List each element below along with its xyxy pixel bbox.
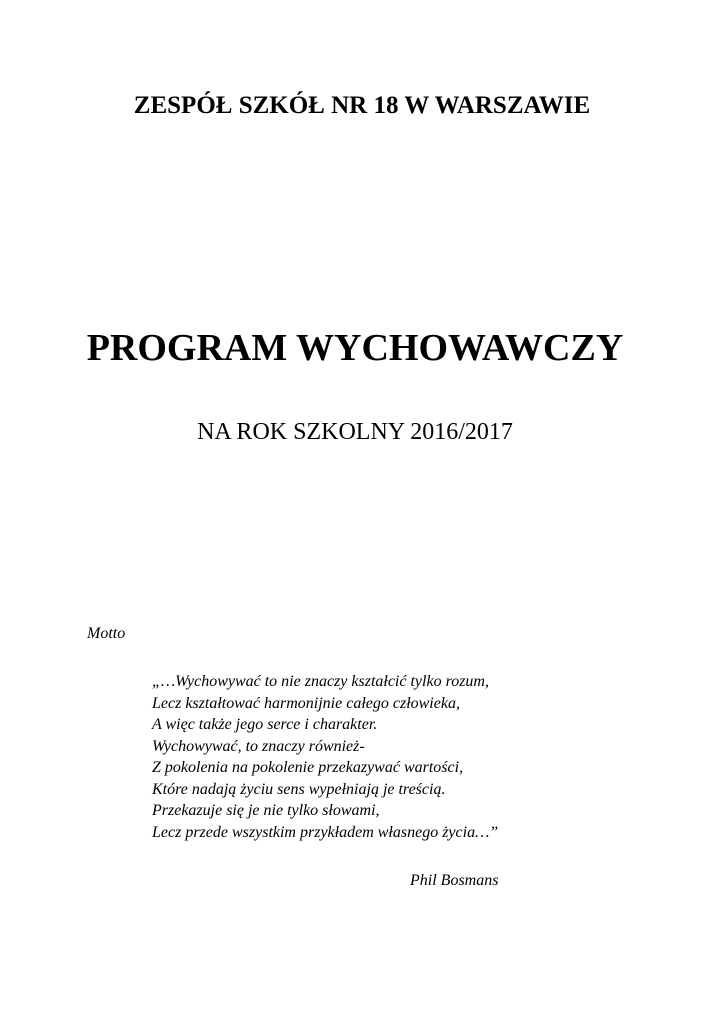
document-title: PROGRAM WYCHOWAWCZY xyxy=(86,327,624,369)
motto-line: Które nadają życiu sens wypełniają je treścią. xyxy=(152,780,446,798)
school-name-heading: ZESPÓŁ SZKÓŁ NR 18 W WARSZAWIE xyxy=(133,92,591,119)
school-year-subtitle: NA ROK SZKOLNY 2016/2017 xyxy=(197,419,513,445)
motto-line: Lecz przede wszystkim przykładem własnego życia…” xyxy=(152,823,499,841)
motto-quote xyxy=(152,671,498,843)
motto-author: Phil Bosmans xyxy=(410,872,499,889)
motto-line: Lecz kształtować harmonijnie całego człowieka, xyxy=(152,694,460,712)
motto-line: A więc także jego serce i charakter. xyxy=(152,716,378,733)
motto-line: Z pokolenia na pokolenie przekazywać wartości, xyxy=(152,759,464,776)
motto-line: Przekazuje się je nie tylko słowami, xyxy=(152,802,380,819)
motto-line: „…Wychowywać to nie znaczy kształcić tylko rozum, xyxy=(152,673,489,690)
motto-label: Motto xyxy=(87,625,126,642)
motto-line: Wychowywać, to znaczy również- xyxy=(152,737,365,755)
